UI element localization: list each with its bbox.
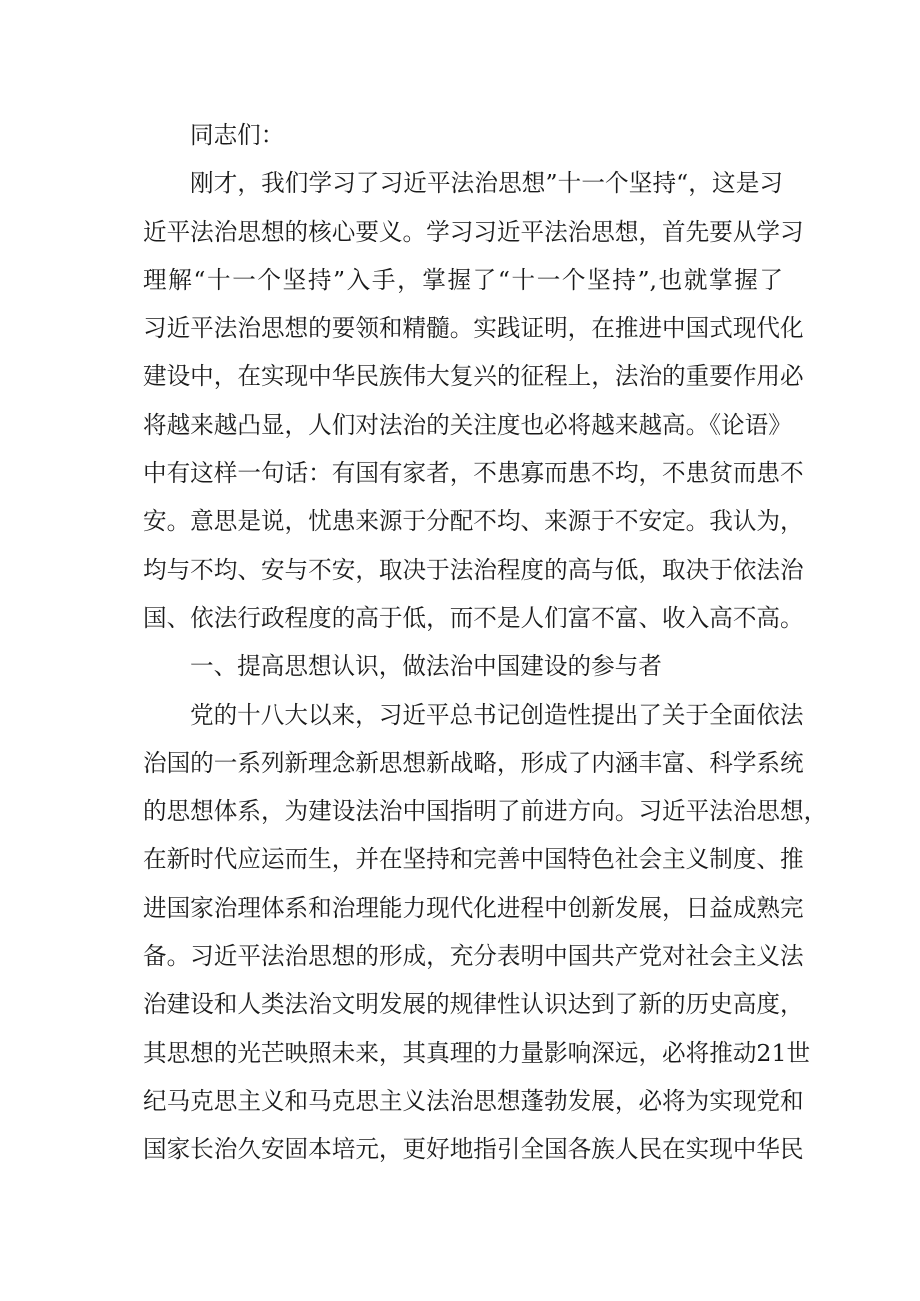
paragraph-line: 中有这样一句话：有国有家者，不患寡而患不均，不患贫而患不	[143, 459, 804, 488]
paragraph-line: 近平法治思想的核心要义。学习习近平法治思想，首先要从学习	[143, 217, 804, 246]
paragraph-line: 均与不均、安与不安，取决于法治程度的高与低，取决于依法治	[143, 555, 804, 584]
paragraph-line: 建设中，在实现中华民族伟大复兴的征程上，法治的重要作用必	[143, 362, 804, 391]
paragraph-line: 将越来越凸显，人们对法治的关注度也必将越来越高。《论语》	[143, 410, 792, 439]
paragraph-line: 备。习近平法治思想的形成，充分表明中国共产党对社会主义法	[143, 942, 804, 971]
paragraph-line: 习近平法治思想的要领和精髓。实践证明，在推进中国式现代化	[143, 314, 804, 343]
paragraph-line: 理解“十一个坚持”入手，掌握了“十一个坚持”,也就掌握了	[143, 265, 783, 294]
paragraph-line: 国、依法行政程度的高于低，而不是人们富不富、收入高不高。	[143, 603, 804, 632]
section-heading: 一、提高思想认识，做法治中国建设的参与者	[190, 652, 662, 681]
paragraph-line: 安。意思是说，忧患来源于分配不均、来源于不安定。我认为，	[143, 507, 804, 536]
paragraph-line: 进国家治理体系和治理能力现代化进程中创新发展，日益成熟完	[143, 893, 804, 922]
paragraph-line: 的思想体系，为建设法治中国指明了前进方向。习近平法治思想，	[143, 797, 828, 826]
paragraph-line: 其思想的光芒映照未来，其真理的力量影响深远，必将推动21世	[143, 1038, 811, 1067]
paragraph-line: 在新时代应运而生，并在坚持和完善中国特色社会主义制度、推	[143, 845, 804, 874]
document-body	[143, 111, 828, 1174]
paragraph-line: 治建设和人类法治文明发展的规律性认识达到了新的历史高度，	[143, 990, 804, 1019]
paragraph-line: 国家长治久安固本培元，更好地指引全国各族人民在实现中华民	[143, 1135, 804, 1164]
paragraph-line: 纪马克思主义和马克思主义法治思想蓬勃发展，必将为实现党和	[143, 1086, 804, 1115]
paragraph-line: 刚才，我们学习了习近平法治思想”十一个坚持“，这是习	[190, 169, 783, 198]
paragraph-line: 党的十八大以来，习近平总书记创造性提出了关于全面依法	[190, 700, 804, 729]
paragraph-line: 治国的一系列新理念新思想新战略，形成了内涵丰富、科学系统	[143, 748, 804, 777]
greeting: 同志们：	[190, 121, 285, 149]
